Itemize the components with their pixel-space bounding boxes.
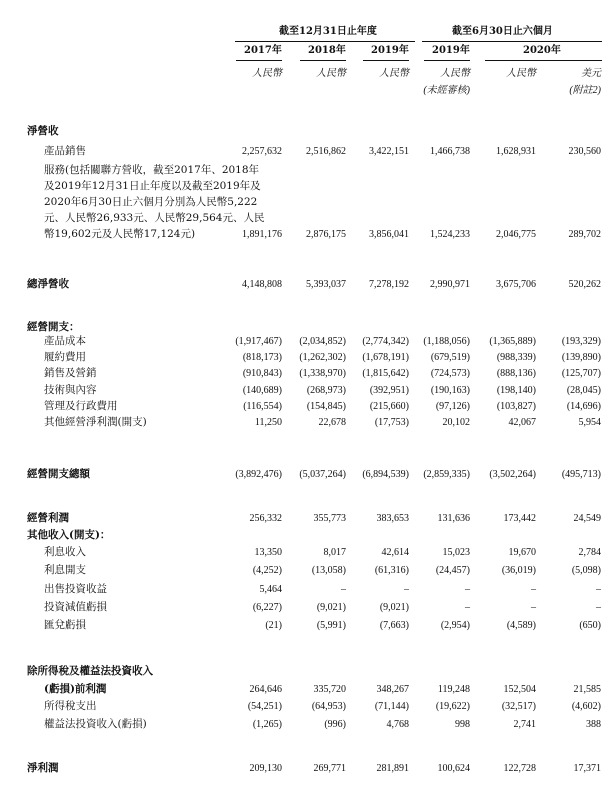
row-label: 技術與內容 — [44, 384, 97, 396]
value-cell: 15,023 — [442, 547, 470, 558]
value-cell: 2,784 — [578, 547, 601, 558]
year-rule — [300, 60, 346, 61]
value-cell: (17,753) — [374, 417, 409, 428]
row-label: 幣19,602元及人民幣17,124元) — [44, 228, 196, 240]
value-cell: 281,891 — [376, 763, 409, 774]
value-cell: (650) — [579, 620, 601, 631]
value-cell: (818,173) — [242, 352, 282, 363]
value-cell: 8,017 — [323, 547, 346, 558]
value-cell: (140,689) — [242, 385, 282, 396]
value-cell: 4,148,808 — [242, 279, 282, 290]
currency-label: 人民幣 — [252, 68, 282, 79]
row-label: (虧損)前利潤 — [44, 683, 107, 695]
value-cell: (996) — [324, 719, 346, 730]
value-cell: (139,890) — [561, 352, 601, 363]
value-cell: 100,624 — [437, 763, 470, 774]
value-cell: (198,140) — [496, 385, 536, 396]
period-header-annual: 截至12月31日止年度 — [279, 26, 377, 37]
row-label: 其他收入(開支)： — [27, 529, 111, 541]
year-2020-label: 2020年 — [523, 45, 561, 56]
value-cell: 3,856,041 — [369, 229, 409, 240]
value-cell: 5,954 — [578, 417, 601, 428]
value-cell: 11,250 — [254, 417, 282, 428]
value-cell: (1,678,191) — [362, 352, 409, 363]
value-cell: 7,278,192 — [369, 279, 409, 290]
value-cell: 998 — [455, 719, 470, 730]
value-cell: 335,720 — [313, 684, 346, 695]
value-cell: (2,034,852) — [299, 336, 346, 347]
value-cell: (4,602) — [571, 701, 601, 712]
value-cell: – — [465, 584, 470, 595]
value-cell: 173,442 — [503, 513, 536, 524]
row-label: 產品銷售 — [44, 145, 86, 157]
row-label: 匯兌虧損 — [44, 619, 86, 631]
value-cell: (5,098) — [571, 565, 601, 576]
year-header: 2018年 — [308, 45, 346, 56]
value-cell: (6,227) — [252, 602, 282, 613]
value-cell: (54,251) — [247, 701, 282, 712]
value-cell: 383,653 — [376, 513, 409, 524]
value-cell: (5,037,264) — [299, 469, 346, 480]
value-cell: 355,773 — [313, 513, 346, 524]
row-label: 投資減值虧損 — [44, 601, 107, 613]
value-cell: (9,021) — [316, 602, 346, 613]
row-label: 利息開支 — [44, 564, 86, 576]
value-cell: (2,859,335) — [423, 469, 470, 480]
value-cell: (28,045) — [566, 385, 601, 396]
row-label: 利息收入 — [44, 546, 86, 558]
row-label: 產品成本 — [44, 335, 86, 347]
year-rule — [363, 60, 409, 61]
value-cell: 3,675,706 — [496, 279, 536, 290]
row-label: 銷售及營銷 — [44, 367, 97, 379]
value-cell: – — [465, 602, 470, 613]
value-cell: (215,660) — [369, 401, 409, 412]
period-header-interim: 截至6月30日止六個月 — [452, 26, 553, 37]
value-cell: (495,713) — [561, 469, 601, 480]
value-cell: (97,126) — [435, 401, 470, 412]
header-rule — [235, 41, 415, 42]
value-cell: 1,628,931 — [496, 146, 536, 157]
value-cell: 4,768 — [386, 719, 409, 730]
value-cell: 22,678 — [318, 417, 346, 428]
value-cell: 5,464 — [259, 584, 282, 595]
year-header: 2019年 — [432, 45, 470, 56]
value-cell: 348,267 — [376, 684, 409, 695]
value-cell: (268,973) — [306, 385, 346, 396]
currency-label: 人民幣 — [316, 68, 346, 79]
value-cell: 21,585 — [573, 684, 601, 695]
value-cell: (3,892,476) — [235, 469, 282, 480]
value-cell: (392,951) — [369, 385, 409, 396]
value-cell: 2,046,775 — [496, 229, 536, 240]
value-cell: (1,265) — [252, 719, 282, 730]
value-cell: (4,252) — [252, 565, 282, 576]
value-cell: (32,517) — [501, 701, 536, 712]
header-rule — [485, 60, 602, 61]
value-cell: (1,815,642) — [362, 368, 409, 379]
row-label: 履約費用 — [44, 351, 86, 363]
row-label: 經營利潤 — [27, 512, 69, 524]
row-label: 及2019年12月31日止年度以及截至2019年及 — [44, 180, 261, 192]
value-cell: – — [531, 584, 536, 595]
row-label: 2020年6月30日止六個月分別為人民幣5,222 — [44, 196, 258, 208]
value-cell: 122,728 — [503, 763, 536, 774]
row-label: 權益法投資收入(虧損) — [44, 718, 147, 730]
value-cell: – — [341, 584, 346, 595]
year-rule — [424, 60, 470, 61]
value-cell: – — [531, 602, 536, 613]
currency-label: (未經審核) — [423, 85, 470, 96]
value-cell: (679,519) — [430, 352, 470, 363]
value-cell: (2,954) — [440, 620, 470, 631]
currency-label: 人民幣 — [506, 68, 536, 79]
value-cell: (3,502,264) — [489, 469, 536, 480]
value-cell: 42,067 — [508, 417, 536, 428]
row-label: 總淨營收 — [27, 278, 69, 290]
value-cell: (64,953) — [311, 701, 346, 712]
row-label: 淨營收 — [27, 125, 59, 137]
currency-label: 人民幣 — [440, 68, 470, 79]
value-cell: 24,549 — [573, 513, 601, 524]
value-cell: 1,524,233 — [430, 229, 470, 240]
value-cell: (19,622) — [435, 701, 470, 712]
value-cell: (888,136) — [496, 368, 536, 379]
value-cell: 19,670 — [508, 547, 536, 558]
value-cell: (5,991) — [316, 620, 346, 631]
value-cell: (1,188,056) — [423, 336, 470, 347]
value-cell: 42,614 — [381, 547, 409, 558]
value-cell: (7,663) — [379, 620, 409, 631]
value-cell: 131,636 — [437, 513, 470, 524]
row-label: 管理及行政費用 — [44, 400, 118, 412]
value-cell: (14,696) — [566, 401, 601, 412]
value-cell: (154,845) — [306, 401, 346, 412]
row-label: 經營開支： — [27, 321, 80, 333]
value-cell: (21) — [265, 620, 282, 631]
value-cell: (910,843) — [242, 368, 282, 379]
value-cell: 20,102 — [442, 417, 470, 428]
currency-label: 人民幣 — [379, 68, 409, 79]
value-cell: (1,262,302) — [299, 352, 346, 363]
year-header: 2019年 — [371, 45, 409, 56]
value-cell: 5,393,037 — [306, 279, 346, 290]
value-cell: (6,894,539) — [362, 469, 409, 480]
year-rule — [236, 60, 282, 61]
row-label: 出售投資收益 — [44, 583, 107, 595]
value-cell: (71,144) — [374, 701, 409, 712]
value-cell: – — [404, 584, 409, 595]
row-label: 除所得稅及權益法投資收入 — [27, 665, 153, 677]
value-cell: 388 — [586, 719, 601, 730]
value-cell: 289,702 — [568, 229, 601, 240]
value-cell: 2,516,862 — [306, 146, 346, 157]
value-cell: (9,021) — [379, 602, 409, 613]
value-cell: (1,365,889) — [489, 336, 536, 347]
row-label: 所得稅支出 — [44, 700, 97, 712]
value-cell: 2,257,632 — [242, 146, 282, 157]
value-cell: 13,350 — [254, 547, 282, 558]
value-cell: (193,329) — [561, 336, 601, 347]
value-cell: (2,774,342) — [362, 336, 409, 347]
value-cell: 2,876,175 — [306, 229, 346, 240]
value-cell: 2,741 — [513, 719, 536, 730]
value-cell: (103,827) — [496, 401, 536, 412]
row-label: 淨利潤 — [27, 762, 59, 774]
value-cell: 209,130 — [249, 763, 282, 774]
value-cell: 269,771 — [313, 763, 346, 774]
value-cell: (125,707) — [561, 368, 601, 379]
value-cell: (190,163) — [430, 385, 470, 396]
value-cell: 520,262 — [568, 279, 601, 290]
value-cell: (724,573) — [430, 368, 470, 379]
row-label: 服務(包括關聯方營收，截至2017年、2018年 — [44, 164, 260, 176]
value-cell: – — [596, 602, 601, 613]
value-cell: 1,891,176 — [242, 229, 282, 240]
currency-label: (附註2) — [569, 85, 601, 96]
header-rule — [422, 41, 602, 42]
row-label: 其他經營淨利潤(開支) — [44, 416, 147, 428]
value-cell: (24,457) — [435, 565, 470, 576]
value-cell: 152,504 — [503, 684, 536, 695]
value-cell: (13,058) — [311, 565, 346, 576]
value-cell: 230,560 — [568, 146, 601, 157]
value-cell: 119,248 — [437, 684, 470, 695]
value-cell: (4,589) — [506, 620, 536, 631]
value-cell: (61,316) — [374, 565, 409, 576]
value-cell: 17,371 — [573, 763, 601, 774]
value-cell: (116,554) — [243, 401, 282, 412]
value-cell: (1,917,467) — [235, 336, 282, 347]
value-cell: – — [596, 584, 601, 595]
value-cell: (988,339) — [496, 352, 536, 363]
value-cell: 3,422,151 — [369, 146, 409, 157]
value-cell: 256,332 — [249, 513, 282, 524]
value-cell: (1,338,970) — [299, 368, 346, 379]
value-cell: 2,990,971 — [430, 279, 470, 290]
value-cell: 264,646 — [249, 684, 282, 695]
currency-label: 美元 — [581, 68, 601, 79]
value-cell: 1,466,738 — [430, 146, 470, 157]
year-header: 2017年 — [244, 45, 282, 56]
value-cell: (36,019) — [501, 565, 536, 576]
row-label: 元、人民幣26,933元、人民幣29,564元、人民 — [44, 212, 265, 224]
row-label: 經營開支總額 — [27, 468, 90, 480]
